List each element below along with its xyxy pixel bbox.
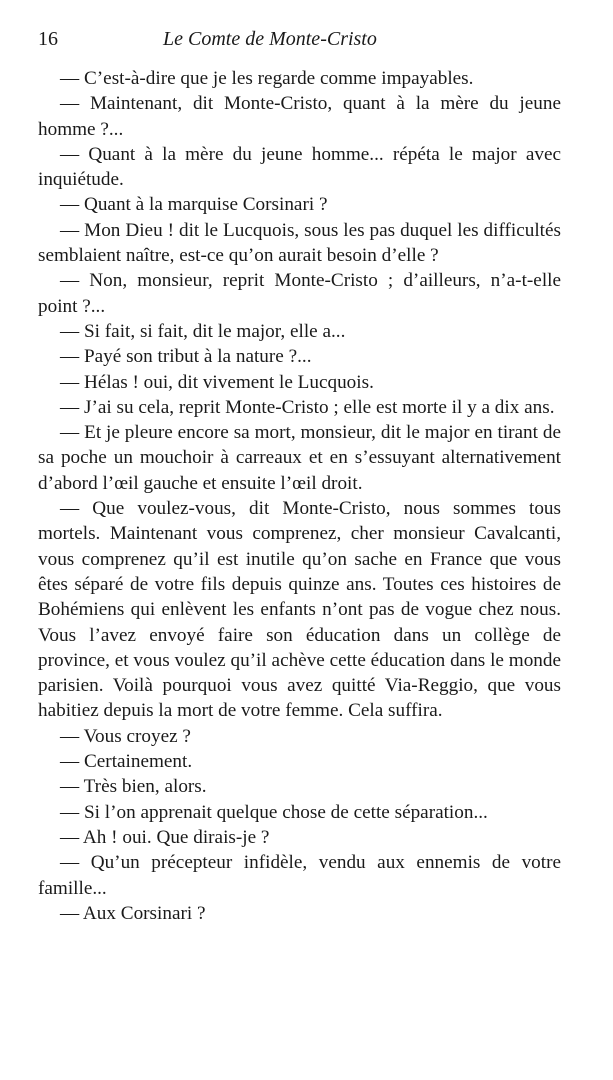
paragraph: — Très bien, alors. [60,776,207,798]
paragraph: — Que voulez-vous, dit Monte-Cristo, nous sommes tous mortels. Maintenant vous comprenez, cher monsieur Cavalcanti, vous comprenez qu’il est inutile qu’on sache en France que vous êtes séparé de votre fils depuis quinze ans. Toutes ces histoires de Bohémiens qui enlèvent les enfants n’ont pas de vogue chez nous. Vous l’avez envoyé faire son éducation dans un collège de province, et vous voulez qu’il achève cette éducation dans le monde parisien. Voilà pourquoi vous avez quitté Via-Reggio, que vous habitiez depuis la mort de votre femme. Cela suffira. [38,498,561,722]
paragraph: — Et je pleure encore sa mort, monsieur, dit le major en tirant de sa poche un mouchoir à carreaux et en s’essuyant alternativement d’abord l’œil gauche et ensuite l’œil droit. [38,422,561,494]
paragraph: — Ah ! oui. Que dirais-je ? [60,826,270,848]
paragraph: — Aux Corsinari ? [60,902,206,924]
running-head [38,24,561,54]
paragraph: — Quant à la marquise Corsinari ? [60,194,328,216]
paragraph: — Si fait, si fait, dit le major, elle a... [60,320,346,342]
paragraph: — Mon Dieu ! dit le Lucquois, sous les pas duquel les difficultés semblaient naître, est-ce qu’on aurait besoin d’elle ? [38,219,561,267]
paragraph: — C’est-à-dire que je les regarde comme impayables. [60,68,474,89]
paragraph: — Certainement. [60,751,193,773]
paragraph: — Maintenant, dit Monte-Cristo, quant à la mère du jeune homme ?... [38,93,561,140]
paragraph: — Payé son tribut à la nature ?... [60,346,312,368]
paragraph: — J’ai su cela, reprit Monte-Cristo ; elle est morte il y a dix ans. [60,396,555,418]
page-number: 16 [38,28,58,50]
paragraph: — Hélas ! oui, dit vivement le Lucquois. [60,371,374,393]
book-title: Le Comte de Monte-Cristo [163,28,377,50]
paragraph: — Qu’un précepteur infidèle, vendu aux ennemis de votre famille... [38,852,561,899]
paragraph: — Vous croyez ? [60,725,191,747]
paragraph: — Si l’on apprenait quelque chose de cette séparation... [60,801,488,823]
paragraph: — Quant à la mère du jeune homme... répéta le major avec inquiétude. [38,143,561,191]
paragraph: — Non, monsieur, reprit Monte-Cristo ; d’ailleurs, n’a-t-elle point ?... [38,270,561,317]
text-body [38,66,561,926]
